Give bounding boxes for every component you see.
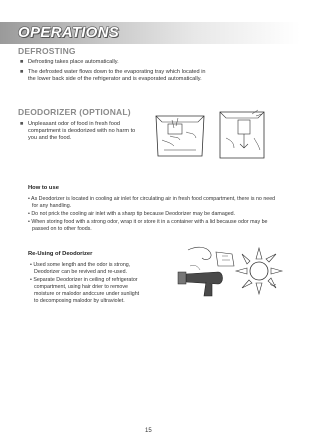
deodorizer-location-illustration bbox=[212, 108, 272, 164]
how-to-use-line-2: for any handling. bbox=[32, 203, 72, 209]
re-using-line-2: Deodorizer can be revived and re-used. bbox=[34, 269, 128, 275]
re-using-line-4: compartment, using hair drier to remove bbox=[34, 284, 128, 290]
how-to-use-line-1: • As Deodorizer is located in cooling air inlet for circulating air in fresh food compartment, there is no need bbox=[28, 196, 276, 202]
re-using-line-3: • Separate Deodorizer in ceiling of refrigerator bbox=[30, 277, 138, 283]
defrosting-heading: DEFROSTING bbox=[18, 46, 76, 56]
how-to-use-line-5: passed on to other foods. bbox=[32, 226, 92, 232]
bullet-icon: ■ bbox=[20, 69, 24, 75]
defrosting-bullet-2-cont: the lower back side of the refrigerator and is evaporated automatically. bbox=[28, 76, 202, 82]
page-number: 15 bbox=[145, 428, 152, 434]
defrosting-bullet-2: ■ The defrosted water flows down to the evaporating tray which located in bbox=[20, 69, 206, 75]
re-using-line-5: moisture or malodor andccure under sunlight bbox=[34, 291, 140, 297]
page-title: OPERATIONS bbox=[18, 24, 120, 41]
how-to-use-line-3: • Do not prick the cooling air inlet with a sharp tip because Deodorizer may be damaged. bbox=[28, 211, 236, 217]
re-using-line-1: • Used some length and the odor is strong, bbox=[30, 262, 131, 268]
fridge-interior-illustration bbox=[150, 112, 210, 162]
re-using-heading: Re-Using of Deodorizer bbox=[28, 251, 93, 257]
bullet-icon: ■ bbox=[20, 121, 24, 127]
deodorizer-bullet-cont-1: compartment is deodorized with no harm to bbox=[28, 128, 136, 134]
deodorizer-heading: DEODORIZER (OPTIONAL) bbox=[18, 107, 131, 117]
how-to-use-heading: How to use bbox=[28, 185, 59, 191]
deodorizer-bullet-cont-2: you and the food. bbox=[28, 135, 72, 141]
sun-icon bbox=[234, 246, 284, 296]
re-using-line-6: to decomposing malodor by ultraviolet. bbox=[34, 298, 125, 304]
deodorizer-bullet: ■ Unpleasant odor of food in fresh food bbox=[20, 121, 121, 127]
bullet-icon: ■ bbox=[20, 59, 24, 65]
hair-dryer-illustration bbox=[176, 244, 240, 298]
how-to-use-line-4: • When storing food with a strong odor, wrap it or store it in a container with a lid because odor may be bbox=[28, 219, 268, 225]
defrosting-bullet-1: ■ Defrosting takes place automatically. bbox=[20, 59, 119, 65]
